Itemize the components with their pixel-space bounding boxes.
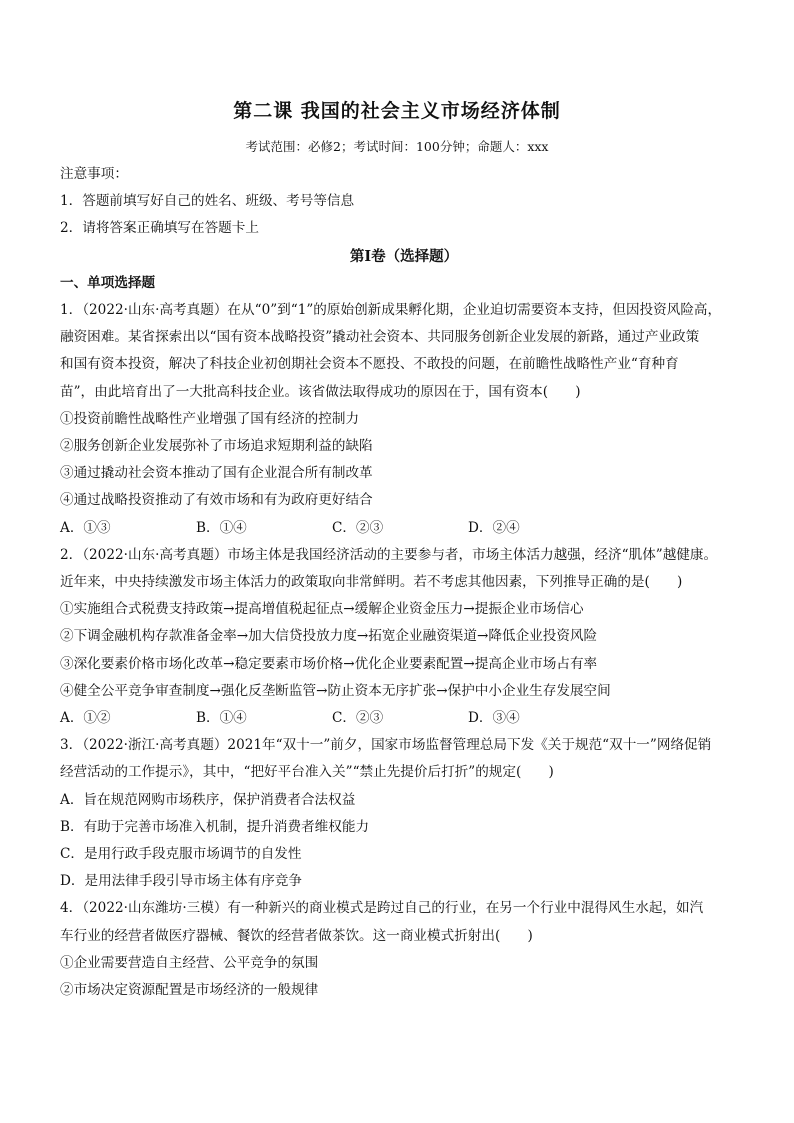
question-stem-line: 3．（2022·浙江·高考真题）2021年“双十一”前夕，国家市场监督管理总局下发《关于规范“双十一”网络促销	[60, 737, 712, 754]
question-4	[60, 895, 748, 1004]
statement: ③通过撬动社会资本推动了国有企业混合所有制改革	[60, 465, 373, 482]
question-stem-line: 融资困难。某省探索出以“国有资本战略投资”撬动社会资本、共同服务创新企业发展的新路，通过产业政策	[60, 329, 700, 346]
option-b[interactable]: B．①④	[196, 519, 247, 536]
option-c[interactable]: C．②③	[332, 519, 384, 536]
option-d[interactable]: D．③④	[468, 710, 520, 727]
option-a[interactable]: A．①③	[60, 519, 111, 536]
option-d[interactable]: D．是用法律手段引导市场主体有序竞争	[60, 873, 302, 890]
statement: ①企业需要营造自主经营、公平竞争的氛围	[60, 954, 319, 971]
statement: ②下调金融机构存款准备金率→加大信贷投放力度→拓宽企业融资渠道→降低企业投资风险	[60, 628, 598, 645]
notice-item: 1．答题前填写好自己的姓名、班级、考号等信息	[60, 193, 355, 210]
part-title: 一、单项选择题	[60, 274, 156, 291]
question-stem-line: 2．（2022·山东·高考真题）市场主体是我国经济活动的主要参与者，市场主体活力越强，经济“肌体”越健康。	[60, 546, 718, 563]
statement: ③深化要素价格市场化改革→稳定要素市场价格→优化企业要素配置→提高企业市场占有率	[60, 655, 598, 672]
notice-heading: 注意事项：	[60, 166, 128, 182]
statement: ②市场决定资源配置是市场经济的一般规律	[60, 982, 319, 999]
answer-options	[60, 515, 748, 542]
notice-item: 2．请将答案正确填写在答题卡上	[60, 220, 259, 237]
question-stem-line: 1．（2022·山东·高考真题）在从“0”到“1”的原始创新成果孵化期，企业迫切需要资本支持，但因投资风险高，	[60, 302, 722, 319]
question-stem-line: 车行业的经营者做医疗器械、餐饮的经营者做茶饮。这一商业模式折射出( )	[60, 927, 533, 944]
statement: ④健全公平竞争审查制度→强化反垄断监管→防止资本无序扩张→保护中小企业生存发展空间	[60, 682, 611, 699]
statement: ④通过战略投资推动了有效市场和有为政府更好结合	[60, 492, 373, 509]
option-b[interactable]: B．①④	[196, 710, 247, 727]
option-b[interactable]: B．有助于完善市场准入机制，提升消费者维权能力	[60, 818, 370, 835]
question-stem-line: 经营活动的工作提示》，其中，“把好平台准入关”“禁止先提价后打折”的规定( )	[60, 764, 554, 781]
question-1	[60, 297, 748, 542]
answer-options	[60, 705, 748, 732]
question-stem-line: 和国有资本投资，解决了科技企业初创期社会资本不愿投、不敢投的问题，在前瞻性战略性产业“育种育	[60, 356, 679, 373]
question-stem-line: 近年来，中央持续激发市场主体活力的政策取向非常鲜明。若不考虑其他因素，下列推导正确的是( )	[60, 574, 683, 591]
question-stem-line: 苗”，由此培育出了一大批高科技企业。该省做法取得成功的原因在于，国有资本( )	[60, 383, 581, 400]
page-title: 第二课 我国的社会主义市场经济体制	[233, 100, 561, 122]
section-title: 第I卷（选择题）	[349, 247, 459, 265]
statement: ①实施组合式税费支持政策→提高增值税起征点→缓解企业资金压力→提振企业市场信心	[60, 601, 584, 618]
exam-info: 考试范围：必修2；考试时间：100分钟；命题人：xxx	[245, 139, 549, 154]
option-a[interactable]: A．①②	[60, 710, 111, 727]
question-3	[60, 732, 748, 895]
question-stem-line: 4．（2022·山东潍坊·三模）有一种新兴的商业模式是跨过自己的行业，在另一个行业中混得风生水起，如汽	[60, 900, 704, 917]
option-c[interactable]: C．②③	[332, 710, 384, 727]
statement: ①投资前瞻性战略性产业增强了国有经济的控制力	[60, 410, 360, 427]
option-d[interactable]: D．②④	[468, 519, 520, 536]
exam-content	[60, 161, 748, 1004]
option-c[interactable]: C．是用行政手段克服市场调节的自发性	[60, 846, 302, 863]
statement: ②服务创新企业发展弥补了市场追求短期利益的缺陷	[60, 438, 373, 455]
option-a[interactable]: A．旨在规范网购市场秩序，保护消费者合法权益	[60, 791, 356, 808]
question-2	[60, 542, 748, 732]
